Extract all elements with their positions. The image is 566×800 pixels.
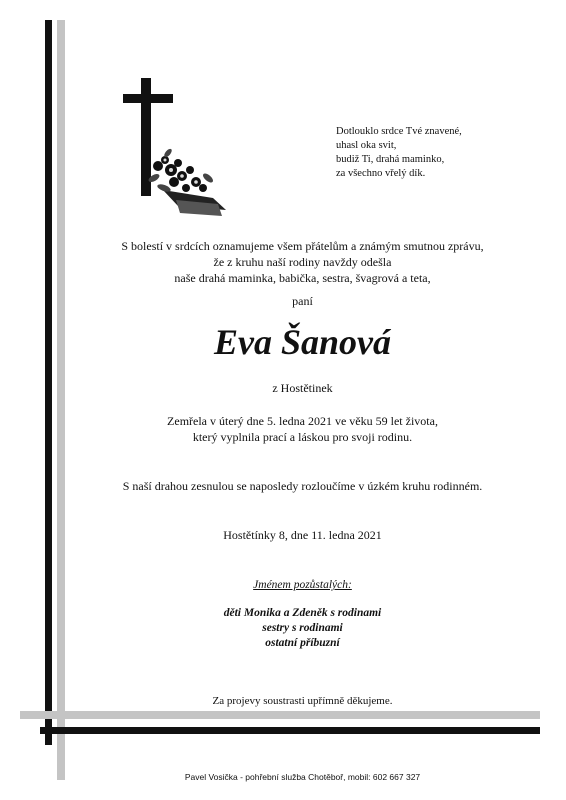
deceased-name: Eva Šanová (213, 322, 391, 362)
death-info-line: Zemřela v úterý dne 5. ledna 2021 ve věku 59 let života, (167, 414, 438, 428)
death-info-line: který vyplnila prací a láskou pro svoji rodinu. (192, 430, 413, 444)
cross-with-flowers-icon (118, 78, 228, 220)
border-bar-vertical-gray (57, 20, 65, 780)
announcement (65, 238, 540, 286)
title-word: paní (292, 294, 313, 308)
announcement-line: S bolestí v srdcích oznamujeme všem přátelům a známým smutnou zprávu, (121, 239, 484, 253)
survivor-line: ostatní příbuzní (265, 637, 340, 649)
poem-line: Dotlouklo srdce Tvé znavené, (336, 126, 462, 137)
announcement-line: naše drahá maminka, babička, sestra, švagrová a teta, (174, 271, 431, 285)
survivor-line: děti Monika a Zdeněk s rodinami (223, 607, 382, 619)
footer: Pavel Vosička - pohřební služba Chotěboř, mobil: 602 667 327 (184, 772, 421, 782)
border-bar-horizontal-black (40, 727, 540, 734)
farewell: S naší drahou zesnulou se naposledy rozloučíme v úzkém kruhu rodinném. (122, 479, 483, 493)
survivor-line: sestry s rodinami (262, 622, 343, 634)
border-bar-vertical-black (45, 20, 52, 745)
border-bar-horizontal-gray (20, 711, 540, 719)
poem-line: uhasl oka svit, (336, 140, 397, 151)
announcement-line: že z kruhu naší rodiny navždy odešla (213, 255, 392, 269)
poem-line: za všechno vřelý dík. (336, 168, 426, 179)
survivors (65, 606, 540, 651)
thanks: Za projevy soustrasti upřímně děkujeme. (212, 695, 393, 707)
origin: z Hostětinek (272, 381, 333, 395)
death-info (65, 413, 540, 445)
poem-line: budiž Ti, drahá maminko, (336, 154, 445, 165)
poem (336, 125, 462, 181)
survivors-heading-wrap (65, 575, 540, 593)
place-date: Hostětínky 8, dne 11. ledna 2021 (223, 528, 382, 542)
survivors-heading: Jménem pozůstalých: (253, 579, 352, 591)
